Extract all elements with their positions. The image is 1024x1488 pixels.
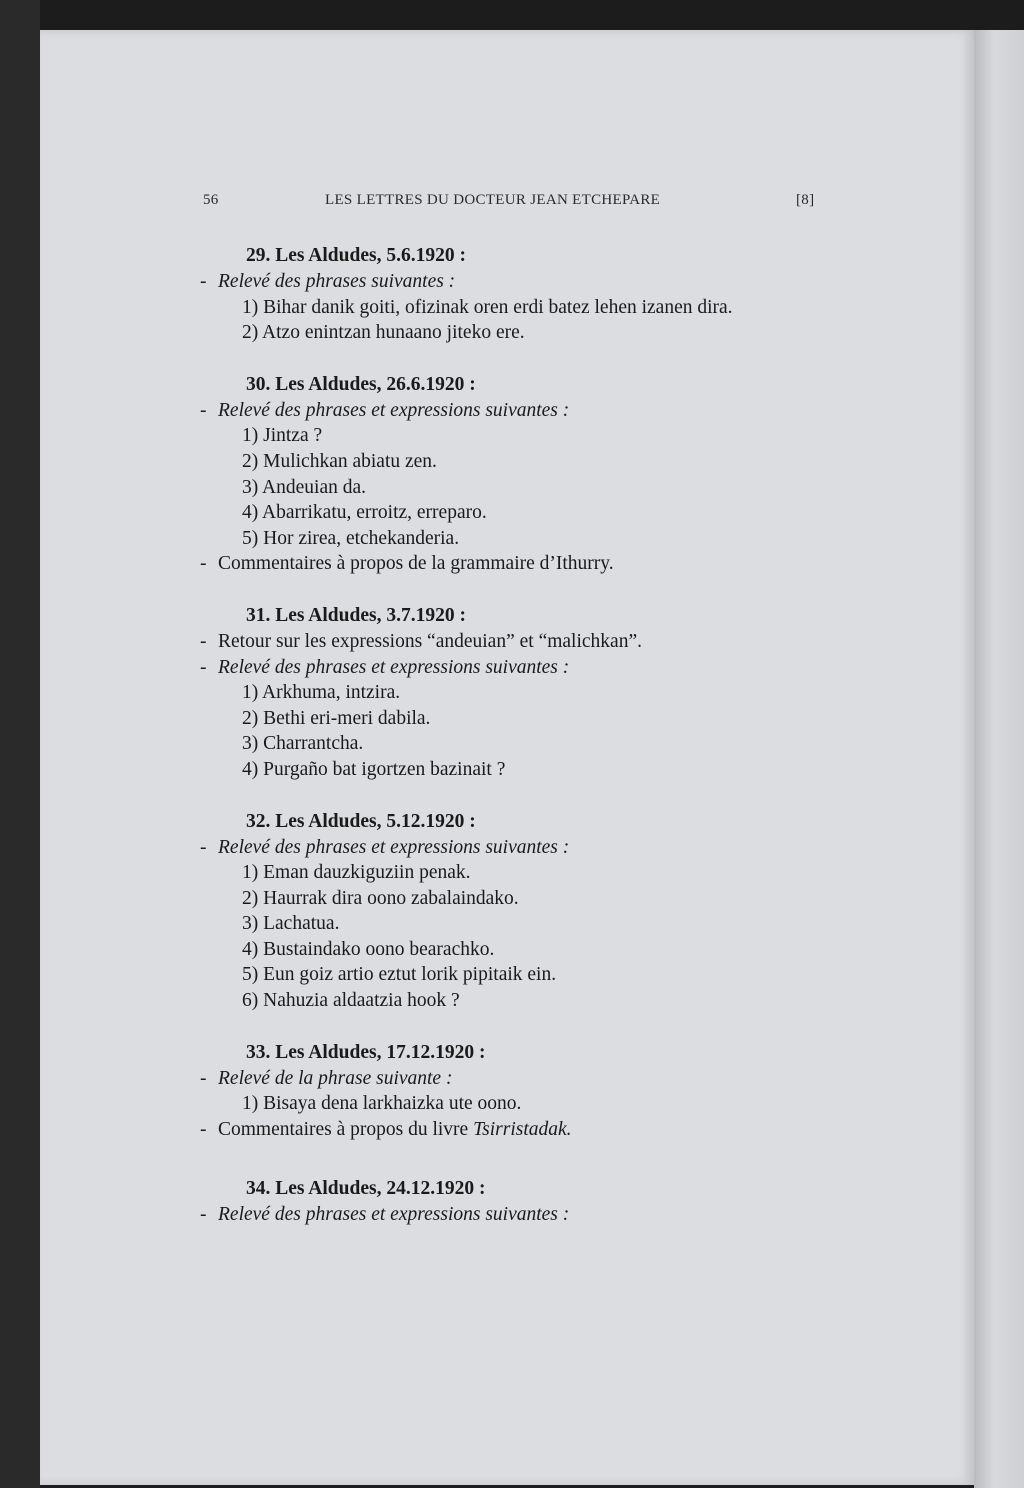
entry-line — [200, 269, 820, 295]
entry-30 — [200, 372, 820, 577]
book-title: Tsirristadak. — [473, 1118, 572, 1140]
dash-marker: - — [200, 1067, 207, 1089]
line-text: Relevé des phrases et expressions suivantes : — [218, 656, 570, 678]
entry-title: 33. Les Aldudes, 17.12.1920 : — [246, 1041, 486, 1063]
list-item: 1) Bisaya dena larkhaizka ute oono. — [242, 1093, 522, 1115]
entry-33 — [200, 1040, 820, 1143]
dash-marker: - — [200, 553, 207, 575]
line-text: Retour sur les expressions “andeuian” et “malichkan”. — [218, 630, 642, 652]
entry-line — [200, 1202, 820, 1228]
list-item: 3) Charrantcha. — [242, 733, 364, 755]
entry-title: 32. Les Aldudes, 5.12.1920 : — [246, 810, 476, 832]
line-text: Relevé des phrases et expressions suivantes : — [218, 1204, 570, 1226]
dash-marker: - — [200, 630, 207, 652]
dash-marker: - — [200, 399, 207, 421]
running-title: LES LETTRES DU DOCTEUR JEAN ETCHEPARE — [325, 192, 661, 208]
entry-title: 30. Les Aldudes, 26.6.1920 : — [246, 373, 476, 395]
list-item: 3) Andeuian da. — [242, 476, 367, 498]
list-item: 1) Arkhuma, intzira. — [242, 682, 401, 704]
entry-29 — [200, 243, 820, 346]
list-item: 4) Bustaindako oono bearachko. — [242, 938, 495, 960]
list-item: 4) Abarrikatu, erroitz, erreparo. — [242, 502, 487, 524]
list-item: 1) Eman dauzkiguziin penak. — [242, 862, 471, 884]
line-text: Relevé des phrases et expressions suivantes : — [218, 836, 570, 858]
list-item: 5) Hor zirea, etchekanderia. — [242, 527, 460, 549]
line-text: Relevé des phrases suivantes : — [218, 271, 456, 292]
entry-31 — [200, 603, 820, 783]
entry-title: 31. Les Aldudes, 3.7.1920 : — [246, 604, 466, 626]
list-item: 5) Eun goiz artio eztut lorik pipitaik ein. — [242, 964, 557, 986]
list-item: 1) Bihar danik goiti, ofizinak oren erdi batez lehen izanen dira. — [242, 296, 733, 318]
page-number: 56 — [203, 192, 219, 208]
section-number: [8] — [796, 192, 815, 208]
list-item: 3) Lachatua. — [242, 913, 340, 935]
entry-line — [200, 551, 820, 577]
entry-line — [200, 398, 820, 424]
line-text: Commentaires à propos du livre — [218, 1118, 474, 1140]
scan-background-left — [0, 0, 40, 1488]
dash-marker: - — [200, 271, 207, 292]
entry-title: 29. Les Aldudes, 5.6.1920 : — [246, 245, 466, 266]
page-content — [200, 243, 820, 1228]
list-item: 1) Jintza ? — [242, 425, 323, 447]
entry-34 — [200, 1176, 820, 1228]
line-text: Relevé de la phrase suivante : — [218, 1067, 453, 1089]
entry-line — [200, 629, 820, 655]
list-item: 2) Atzo enintzan hunaano jiteko ere. — [242, 322, 525, 344]
entry-line — [200, 835, 820, 861]
running-head — [160, 192, 940, 214]
list-item: 2) Mulichkan abiatu zen. — [242, 450, 437, 472]
entry-line — [200, 1117, 820, 1143]
list-item: 6) Nahuzia aldaatzia hook ? — [242, 990, 460, 1012]
entry-line — [200, 1066, 820, 1092]
list-item: 2) Haurrak dira oono zabalaindako. — [242, 887, 519, 909]
entry-title: 34. Les Aldudes, 24.12.1920 : — [246, 1178, 486, 1200]
line-text: Commentaires à propos de la grammaire d’Ithurry. — [218, 553, 614, 575]
dash-marker: - — [200, 1204, 207, 1226]
entry-line — [200, 655, 820, 681]
dash-marker: - — [200, 1118, 207, 1140]
list-item: 4) Purgaño bat igortzen bazinait ? — [242, 758, 506, 780]
line-text: Relevé des phrases et expressions suivantes : — [218, 399, 570, 421]
dash-marker: - — [200, 836, 207, 858]
dash-marker: - — [200, 656, 207, 678]
facing-page-edge — [974, 30, 1024, 1488]
list-item: 2) Bethi eri-meri dabila. — [242, 707, 431, 729]
entry-32 — [200, 809, 820, 1014]
